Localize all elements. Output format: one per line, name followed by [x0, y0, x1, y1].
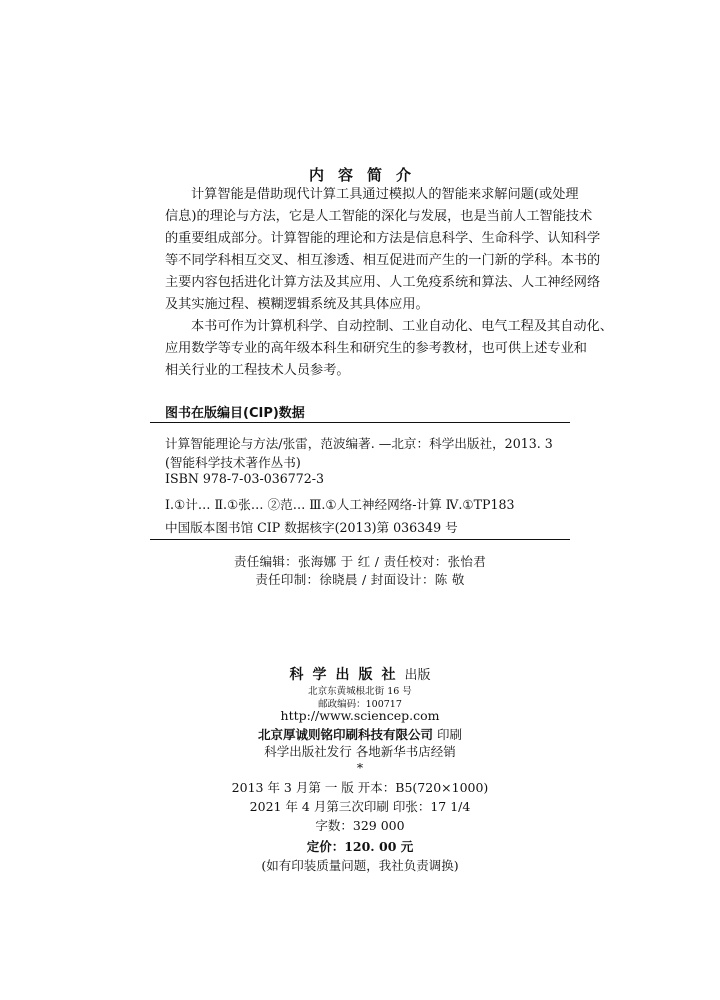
summary-p2-line: 相关行业的工程技术人员参考。: [165, 363, 350, 378]
cip-entry-line: 计算智能理论与方法/张雷，范波编著. —北京：科学出版社，2013. 3: [165, 436, 553, 451]
publisher-postcode: 邮政编码：100717: [318, 699, 402, 710]
credits-production: 责任印制：徐晓晨 / 封面设计：陈 敬: [255, 572, 465, 587]
separator-star: *: [356, 760, 364, 775]
cip-top-rule: [150, 422, 570, 423]
summary-paragraph-1: [165, 184, 601, 316]
quality-note: (如有印装质量问题，我社负责调换): [261, 858, 459, 873]
printer-suffix: 印刷: [436, 727, 462, 742]
summary-p1-line: 的重要组成部分。计算智能的理论和方法是信息科学、生命科学、认知科学: [165, 231, 601, 246]
cip-isbn: ISBN 978-7-03-036772-3: [165, 471, 325, 486]
summary-p2-line: 本书可作为计算机科学、自动控制、工业自动化、电气工程及其自动化、: [191, 319, 613, 334]
summary-p1-line: 信息)的理论与方法，它是人工智能的深化与发展，也是当前人工智能技术: [165, 209, 593, 224]
cip-heading: 图书在版编目(CIP)数据: [165, 406, 305, 421]
distribution-line: 科学出版社发行 各地新华书店经销: [264, 744, 456, 759]
summary-p1-line: 计算智能是借助现代计算工具通过模拟人的智能来求解问题(或处理: [191, 187, 579, 202]
printer-name: 北京厚诚则铭印刷科技有限公司: [257, 727, 433, 742]
credits-editors: 责任编辑：张海娜 于 红 / 责任校对：张怡君: [233, 554, 486, 569]
cip-bottom-rule: [150, 539, 570, 540]
publisher-name: 科学出版社: [289, 667, 405, 683]
cip-number: 中国版本图书馆 CIP 数据核字(2013)第 036349 号: [165, 520, 458, 535]
publisher-address: 北京东黄城根北街 16 号: [308, 686, 412, 697]
cip-series: (智能科学技术著作丛书): [165, 455, 301, 470]
printer-line: [0, 725, 720, 743]
publisher-website: http://www.sciencep.com: [280, 708, 440, 723]
summary-p1-line: 等不同学科相互交叉、相互渗透、相互促进而产生的一门新的学科。本书的: [165, 253, 601, 268]
summary-p2-line: 应用数学等专业的高年级本科生和研究生的参考教材，也可供上述专业和: [165, 341, 587, 356]
summary-title: 内容简介: [308, 166, 425, 184]
price: 定价：120. 00 元: [306, 839, 414, 854]
summary-paragraph-2: [165, 316, 613, 382]
publisher-suffix: 出版: [404, 668, 431, 683]
publisher-line: [0, 664, 720, 684]
cip-classification: Ⅰ.①计… Ⅱ.①张… ②范… Ⅲ.①人工神经网络-计算 Ⅳ.①TP183: [165, 497, 515, 512]
word-count: 字数：329 000: [315, 818, 405, 833]
printing-line: 2021 年 4 月第三次印刷 印张：17 1/4: [249, 799, 471, 814]
summary-p1-line: 主要内容包括进化计算方法及其应用、人工免疫系统和算法、人工神经网络: [165, 275, 601, 290]
edition-line: 2013 年 3 月第 一 版 开本：B5(720×1000): [231, 780, 489, 795]
summary-p1-line: 及其实施过程、模糊逻辑系统及其具体应用。: [165, 297, 429, 312]
